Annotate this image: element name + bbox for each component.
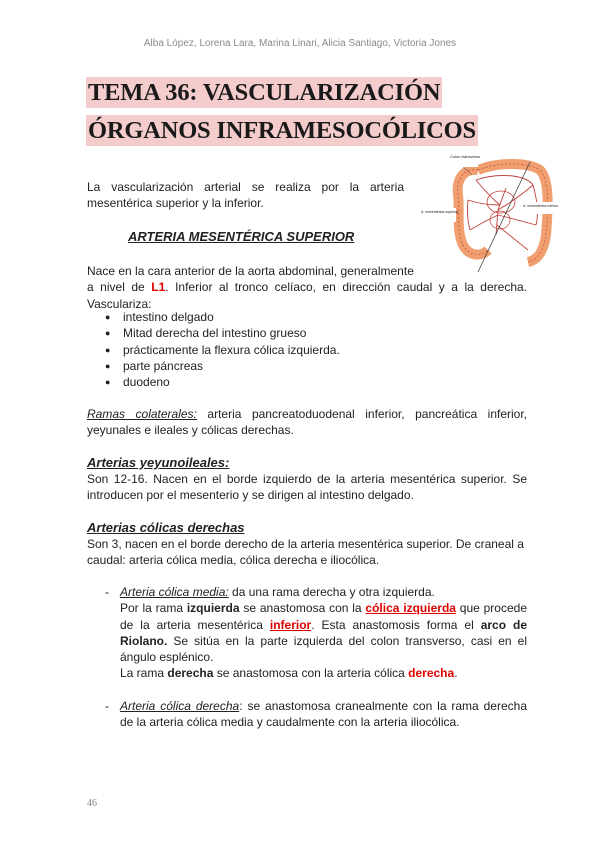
colica-media-item: - Arteria cólica media: da una rama derecha y otra izquierda. Por la rama izquierda se anastomosa con la cólica izquierda que procede de la arteria mesentérica inferior. Esta anastomosis forma el arco de Riolano. Se sitúa en la parte izquierda del colon transverso, casi en el ángulo esplénico. La rama derecha se anastomosa con la arteria cólica derecha. (105, 585, 528, 681)
origin-line-2: a nivel de L1. Inferior al tronco celíaco, en dirección caudal y a la derecha. Vasculariza: (87, 280, 528, 311)
list-item: ● Mitad derecha del intestino grueso (105, 325, 525, 341)
page-number: 46 (87, 798, 97, 809)
figure-label-top-left: Colon transverso (450, 154, 481, 159)
figure-label-left: A. mesentérica superior (421, 210, 458, 214)
authors-header: Alba López, Lorena Lara, Marina Linari, Alicia Santiago, Victoria Jones (143, 38, 457, 49)
figure-label-right: A. mesentérica inferior (523, 204, 558, 208)
section-heading-mesenterica-superior: ARTERIA MESENTÉRICA SUPERIOR (128, 229, 355, 244)
ramas-colaterales-paragraph: Ramas colaterales: arteria pancreatoduodenal inferior, pancreática inferior, yeyunales e ileales y cólicas derechas. (87, 407, 527, 438)
section-heading-yeyunoileales: Arterias yeyunoileales: (87, 455, 230, 470)
section-heading-colicas-derechas: Arterias cólicas derechas (87, 520, 245, 535)
colica-media-anastomosis: Por la rama izquierda se anastomosa con la cólica izquierda que procede de la arteria mesentérica inferior. Esta anastomosis forma el arco de Riolano. Se sitúa en la parte izquierda del colon transverso, casi en el ángulo esplénico. (120, 601, 528, 665)
list-item: ● parte páncreas (105, 358, 525, 374)
page-title-line-2: ÓRGANOS INFRAMESOCÓLICOS (88, 117, 476, 144)
colica-media-line-1: Arteria cólica media: da una rama derecha y otra izquierda. (120, 585, 435, 599)
list-item: ● duodeno (105, 374, 525, 390)
colica-derecha-item: - Arteria cólica derecha: se anastomosa cranealmente con la rama derecha de la arteria cólica media y caudalmente con la arteria iliocólica. (105, 699, 527, 730)
list-item: ● prácticamente la flexura cólica izquierda. (105, 342, 525, 358)
vascularization-list (105, 309, 525, 390)
colicas-derechas-paragraph: Son 3, nacen en el borde derecho de la arteria mesentérica superior. De craneal a caudal: arteria cólica media, cólica derecha e iliocólica. (87, 537, 524, 568)
colon-vascular-figure (418, 150, 558, 275)
intro-paragraph: La vascularización arterial se realiza por la arteria mesentérica superior y la inferior. (87, 180, 404, 211)
colica-media-right-branch: La rama derecha se anastomosa con la arteria cólica derecha. (120, 666, 458, 681)
mesenterica-superior-origin (87, 263, 527, 312)
page-title-line-1: TEMA 36: VASCULARIZACIÓN (88, 79, 441, 106)
list-item: ● intestino delgado (105, 309, 525, 325)
yeyunoileales-paragraph: Son 12-16. Nacen en el borde izquierdo de la arteria mesentérica superior. Se introducen por el mesenterio y se dirigen al intestino delgado. (87, 472, 527, 503)
origin-line-1: Nace en la cara anterior de la aorta abdominal, generalmente (87, 264, 414, 278)
